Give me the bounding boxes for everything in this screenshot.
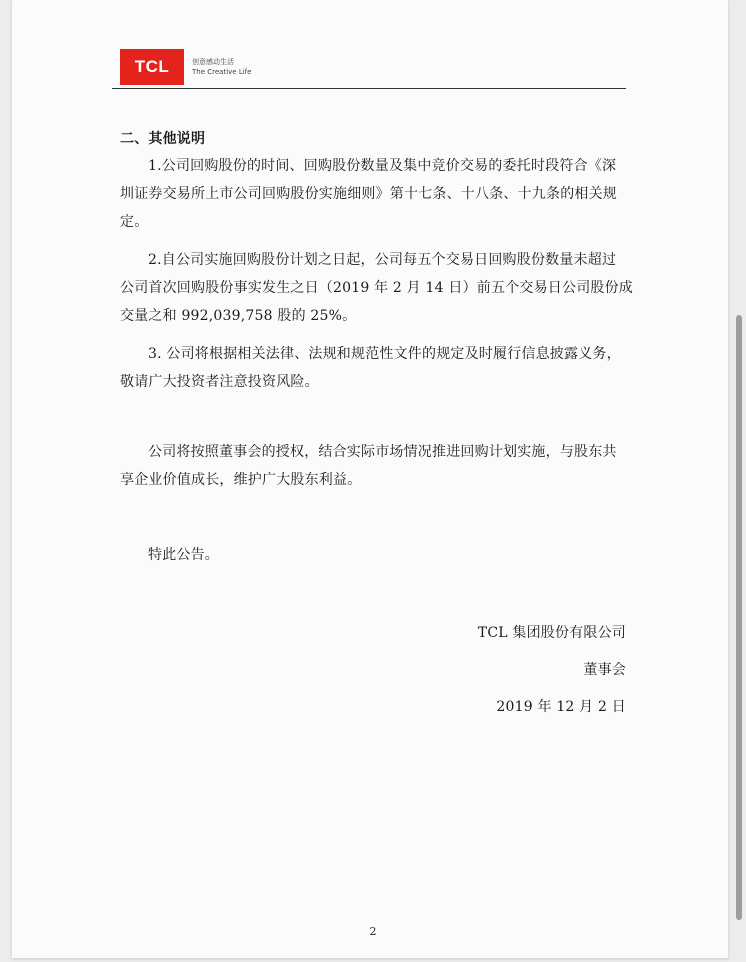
paragraph-3 bbox=[120, 340, 632, 396]
paragraph-line: 特此公告。 bbox=[148, 547, 219, 563]
paragraph-line: 敬请广大投资者注意投资风险。 bbox=[120, 374, 319, 390]
tcl-logo bbox=[120, 49, 251, 85]
vertical-scrollbar[interactable] bbox=[736, 315, 742, 920]
paragraph-1 bbox=[120, 152, 632, 236]
tagline-chinese: 创意感动生活 bbox=[192, 58, 234, 66]
paragraph-line: 交量之和 992,039,758 股的 25%。 bbox=[120, 308, 357, 324]
paragraph-line: 公司首次回购股份事实发生之日（2019 年 2 月 14 日）前五个交易日公司股份成 bbox=[120, 280, 633, 296]
paragraph-line: 圳证券交易所上市公司回购股份实施细则》第十七条、十八条、十九条的相关规 bbox=[120, 186, 617, 202]
paragraph-line: 定。 bbox=[120, 214, 149, 230]
signature-board: 董事会 bbox=[583, 662, 626, 678]
paragraph-2 bbox=[120, 246, 632, 330]
paragraph-line: 3. 公司将根据相关法律、法规和规范性文件的规定及时履行信息披露义务， bbox=[148, 346, 621, 362]
paragraph-line: 2.自公司实施回购股份计划之日起，公司每五个交易日回购股份数量未超过 bbox=[148, 252, 617, 268]
signature-company: TCL 集团股份有限公司 bbox=[477, 625, 626, 641]
signature-date: 2019 年 12 月 2 日 bbox=[496, 699, 626, 715]
paragraph-line: 公司将按照董事会的授权，结合实际市场情况推进回购计划实施，与股东共 bbox=[148, 444, 617, 460]
tagline-english: The Creative Life bbox=[192, 68, 252, 76]
logo-mark: TCL bbox=[120, 49, 184, 85]
logo-tagline bbox=[192, 57, 251, 77]
header-divider bbox=[112, 88, 626, 89]
closing-statement bbox=[120, 541, 632, 569]
paragraph-4 bbox=[120, 438, 632, 494]
paragraph-line: 享企业价值成长，维护广大股东利益。 bbox=[120, 472, 362, 488]
section-title: 二、其他说明 bbox=[120, 131, 206, 147]
paragraph-line: 1.公司回购股份的时间、回购股份数量及集中竞价交易的委托时段符合《深 bbox=[148, 158, 617, 174]
page-number: 2 bbox=[369, 925, 377, 938]
